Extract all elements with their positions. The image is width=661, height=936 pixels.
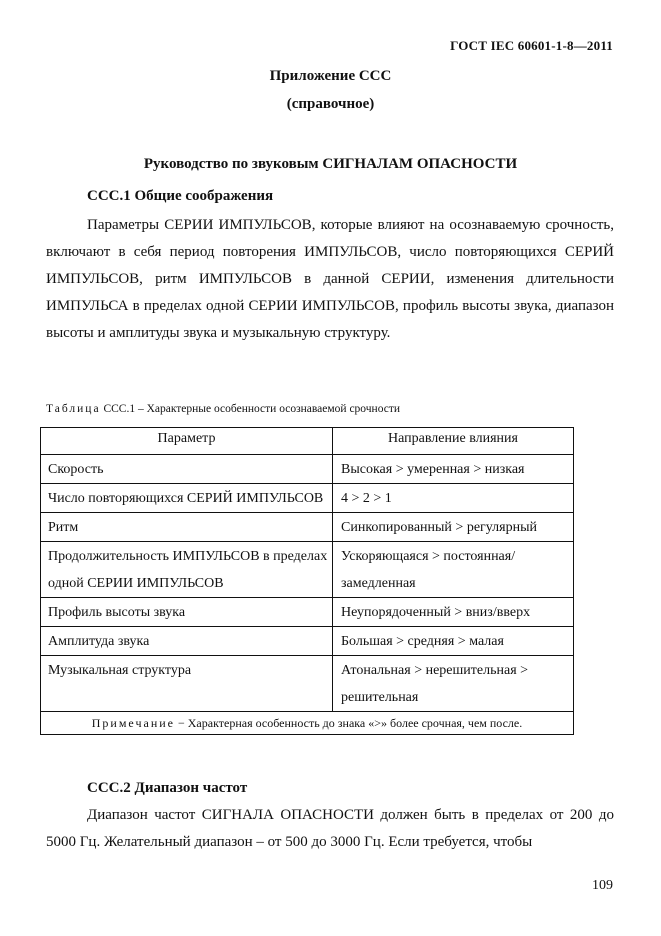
- table-caption-label: Таблица: [46, 403, 101, 415]
- table-caption: [46, 403, 400, 415]
- section-1-heading: ССС.1 Общие соображения: [87, 188, 274, 204]
- table-cell-parameter: Профиль высоты звука: [48, 605, 186, 620]
- table-header-row: [41, 428, 574, 455]
- table-cell-direction: Высокая > умеренная > низкая: [341, 462, 525, 477]
- table-cell-parameter: Скорость: [48, 462, 104, 477]
- section-1-text: Параметры СЕРИИ ИМПУЛЬСОВ, которые влияют на осознаваемую срочность, включают в себя период повторения ИМПУЛЬСОВ, число повторяющихся СЕРИЙ ИМПУЛЬСОВ, ритм ИМПУЛЬСОВ в данной СЕРИИ, изменения длительности ИМПУЛЬСА в пределах одной СЕРИИ ИМПУЛЬСОВ, профиль высоты звука, диапазон высоты и амплитуды звука и музыкальную структуру.: [46, 217, 614, 341]
- urgency-table: [40, 427, 574, 735]
- table-caption-text: ССС.1 – Характерные особенности осознаваемой срочности: [103, 403, 401, 415]
- table-header-direction: Направление влияния: [333, 428, 574, 455]
- table-row: [41, 513, 574, 542]
- table-cell-direction: Большая > средняя > малая: [341, 634, 504, 649]
- table-cell-direction: Синкопированный > регулярный: [341, 520, 537, 535]
- table-row: [41, 656, 574, 712]
- table-cell-parameter: Продолжительность ИМПУЛЬСОВ в пределах одной СЕРИИ ИМПУЛЬСОВ: [48, 549, 328, 591]
- section-1-paragraph: [46, 212, 614, 347]
- section-2-text: Диапазон частот СИГНАЛА ОПАСНОСТИ должен быть в пределах от 200 до 5000 Гц. Желательный диапазон – от 500 до 3000 Гц. Если требуется, чтобы: [46, 807, 614, 850]
- table-cell-direction: Ускоряющаяся > постоянная/замедленная: [341, 549, 516, 591]
- table-row: [41, 627, 574, 656]
- table-row: [41, 455, 574, 484]
- table-row: [41, 484, 574, 513]
- table-note: [41, 712, 573, 734]
- table-row: [41, 598, 574, 627]
- section-2-heading: ССС.2 Диапазон частот: [87, 780, 248, 796]
- table-cell-parameter: Музыкальная структура: [48, 663, 192, 678]
- table-cell-direction: 4 > 2 > 1: [341, 491, 392, 506]
- page-number: 109: [592, 878, 613, 893]
- table-cell-direction: Атональная > нерешительная > решительная: [341, 663, 529, 705]
- standard-header: ГОСТ IEC 60601-1-8—2011: [450, 38, 613, 53]
- guide-title: Руководство по звуковым СИГНАЛАМ ОПАСНОСТИ: [143, 156, 518, 172]
- section-2-paragraph: [46, 802, 614, 856]
- table-cell-parameter: Число повторяющихся СЕРИЙ ИМПУЛЬСОВ: [48, 491, 324, 506]
- table-cell-direction: Неупорядоченный > вниз/вверх: [341, 605, 531, 620]
- table-header-parameter: Параметр: [41, 428, 333, 455]
- table-row: [41, 542, 574, 598]
- appendix-subtitle: (справочное): [286, 96, 375, 112]
- table-cell-parameter: Ритм: [48, 520, 79, 535]
- table-note-label: Примечание: [91, 716, 175, 730]
- table-cell-parameter: Амплитуда звука: [48, 634, 150, 649]
- table-note-text: − Характерная особенность до знака «>» более срочная, чем после.: [175, 716, 523, 730]
- appendix-title: Приложение ССС: [269, 68, 392, 84]
- table-note-row: [41, 712, 574, 735]
